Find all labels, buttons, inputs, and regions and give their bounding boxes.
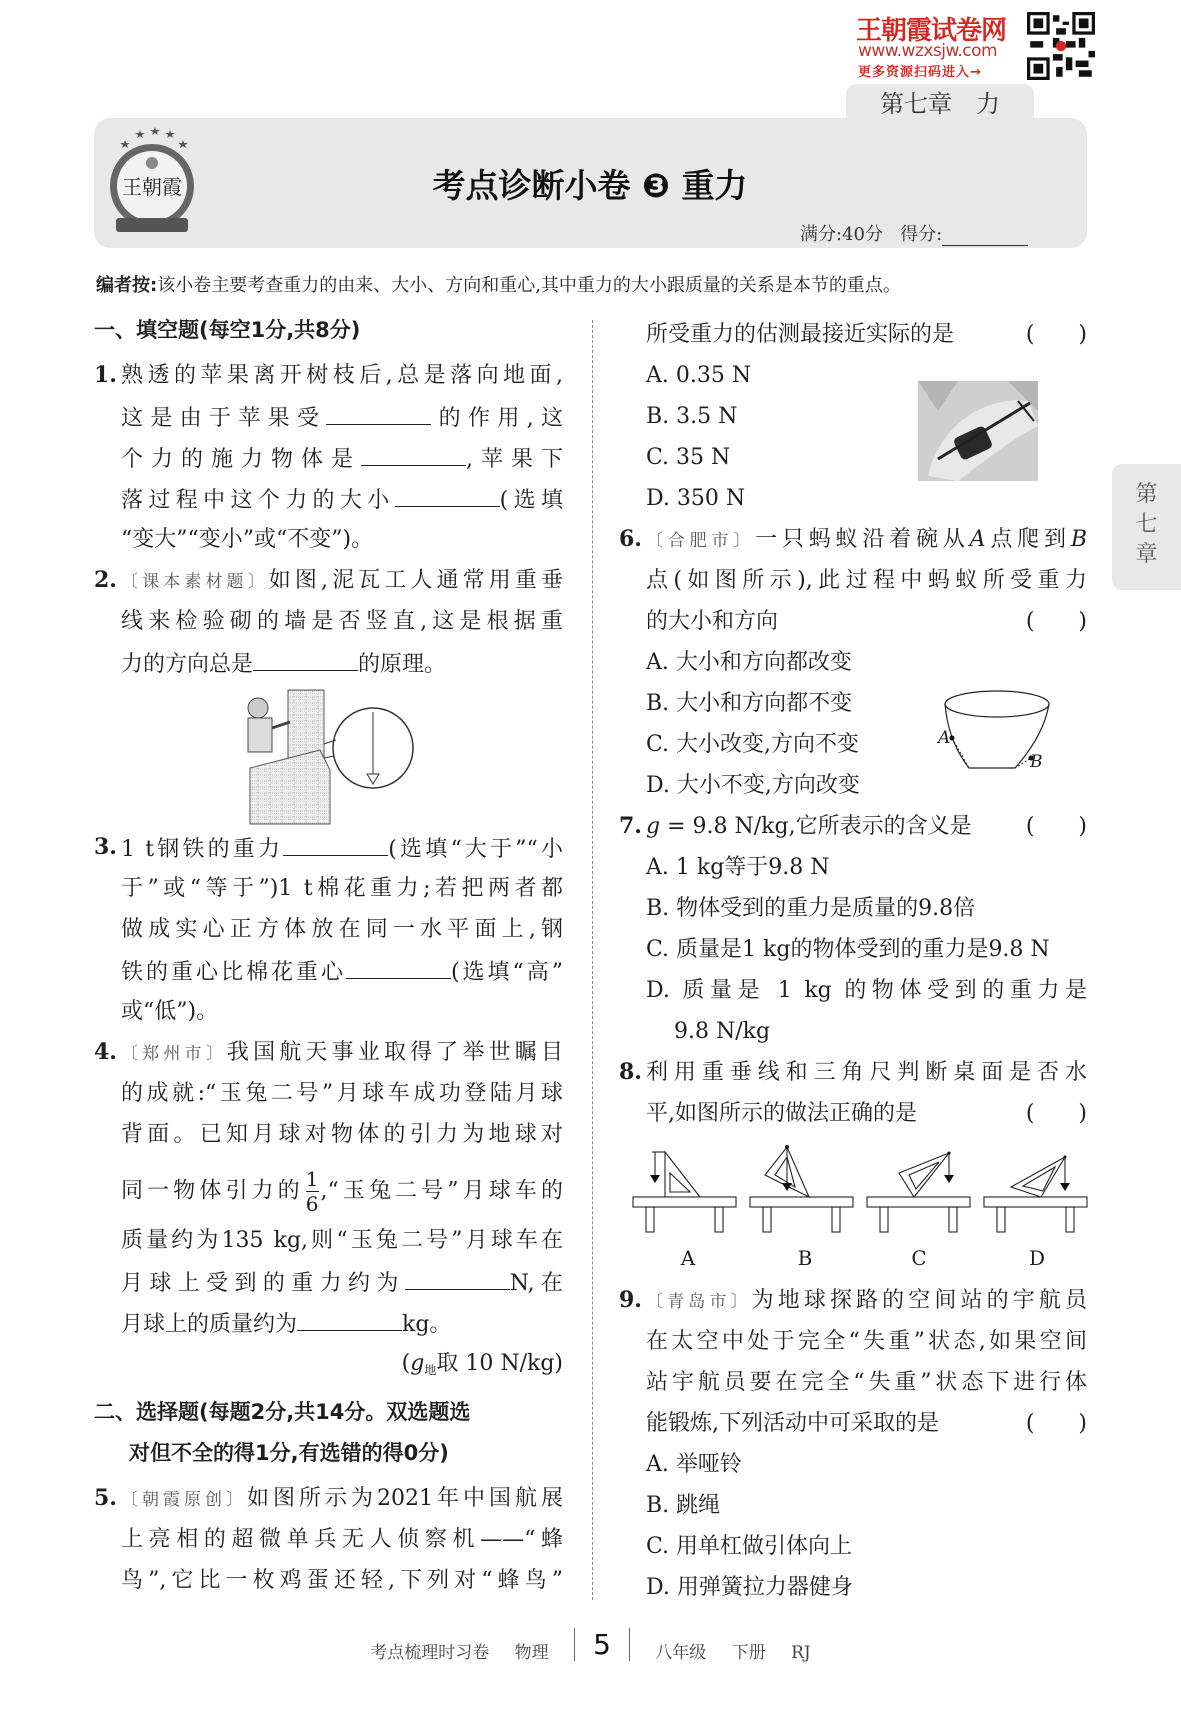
score-label: 得分:	[900, 224, 943, 245]
text-line	[619, 806, 1087, 847]
page-number: 5	[574, 1628, 630, 1661]
answer-parentheses: ( )	[1025, 609, 1087, 634]
brand-url[interactable]: www.wzxsjw.com	[858, 41, 998, 61]
source-tag: 〔郑州市〕	[121, 1044, 227, 1064]
line-text: (选填“大于”“小	[388, 837, 563, 862]
fraction-denominator: 6	[305, 1192, 319, 1216]
text-line	[121, 519, 563, 560]
question-2	[94, 560, 563, 683]
title-text: 考点诊断小卷	[432, 166, 631, 205]
option-item: A. 1 kg等于9.8 N	[646, 855, 830, 880]
option-item: C. 35 N	[646, 445, 731, 470]
question-5	[94, 1478, 563, 1601]
line-text: 如图所示为2021年中国航展	[247, 1486, 563, 1511]
question-number: 2.	[94, 567, 117, 593]
score-blank[interactable]	[942, 227, 1028, 246]
option-item: C. 用单杠做引体向上	[646, 1534, 853, 1559]
text-line	[121, 909, 563, 950]
section-heading-continued: 对但不全的得1分,有选错的得0分)	[129, 1441, 449, 1465]
title-number: ❸	[642, 166, 670, 205]
side-tab-char: 七	[1135, 512, 1158, 537]
answer-blank	[297, 1302, 402, 1331]
brand-name: 王朝霞试卷网	[856, 16, 1007, 46]
text-line	[619, 519, 1087, 560]
score-line	[800, 220, 1028, 246]
answer-blank	[361, 437, 466, 466]
question-number: 1.	[94, 362, 117, 388]
text-line	[646, 560, 1087, 601]
given-condition	[121, 1343, 563, 1384]
answer-blank	[405, 1261, 510, 1290]
text-line	[619, 1280, 1087, 1321]
svg-text:王朝霞: 王朝霞	[122, 175, 182, 199]
line-text: (	[401, 1351, 411, 1376]
answer-blank	[283, 827, 388, 856]
source-tag: 〔青岛市〕	[646, 1292, 752, 1312]
source-tag: 〔朝霞原创〕	[121, 1490, 247, 1510]
plumb-option-d-label: D	[1028, 1246, 1046, 1270]
plumb-line-options-figure	[630, 1145, 1090, 1245]
option-a-drawing	[633, 1152, 736, 1232]
line-text: 或“低”)。	[121, 999, 219, 1024]
text-line	[121, 1560, 563, 1601]
text-line	[121, 1114, 563, 1155]
side-tab-char: 章	[1135, 542, 1158, 567]
line-text: 这是由于苹果受	[121, 406, 327, 431]
text-line	[121, 950, 563, 991]
option-item: C. 大小改变,方向不变	[646, 732, 860, 757]
text-line	[121, 1519, 563, 1560]
answer-blank	[395, 478, 500, 507]
answer-parentheses: ( )	[1025, 322, 1087, 347]
text-line	[646, 314, 1087, 355]
option-item: A. 举哑铃	[646, 1452, 742, 1477]
full-score: 满分:40分	[800, 224, 883, 245]
question-7	[619, 806, 1087, 1052]
text-line	[121, 478, 563, 519]
question-number: 5.	[94, 1485, 117, 1511]
line-text: 落过程中这个力的大小	[121, 488, 395, 513]
fraction-numerator: 1	[305, 1167, 319, 1191]
question-number: 9.	[619, 1287, 642, 1313]
text-line	[121, 991, 563, 1032]
question-number: 4.	[94, 1039, 117, 1065]
question-1	[94, 355, 563, 560]
drone-photo	[918, 381, 1038, 481]
text-line	[121, 396, 563, 437]
option-item: A. 大小和方向都改变	[646, 650, 852, 675]
line-text: 如图,泥瓦工人通常用重垂	[268, 568, 563, 593]
text-line	[646, 1321, 1087, 1362]
option-d-drawing	[984, 1157, 1087, 1232]
option-item: C. 质量是1 kg的物体受到的重力是9.8 N	[646, 937, 1050, 962]
question-3	[94, 827, 563, 1032]
plumb-option-a-label: A	[680, 1246, 696, 1270]
plumb-option-c-label: C	[911, 1246, 927, 1270]
text-line	[646, 1403, 1087, 1444]
text-line	[121, 601, 563, 642]
line-text: 背面。已知月球对物体的引力为地球对	[121, 1122, 563, 1147]
question-number: 7.	[619, 813, 642, 839]
option-item: D. 350 N	[646, 486, 746, 511]
line-text: 所受重力的估测最接近实际的是	[646, 322, 955, 347]
line-text: 个力的施力物体是	[121, 447, 361, 472]
chapter-side-tab	[1112, 464, 1181, 590]
line-text: 能锻炼,下列活动中可采取的是	[646, 1411, 939, 1436]
answer-parentheses: ( )	[1025, 814, 1087, 839]
italic-symbol: B	[1070, 527, 1087, 552]
line-text: 平,如图所示的做法正确的是	[646, 1101, 917, 1126]
plumb-option-b-label: B	[797, 1246, 813, 1270]
footer-volume: 下册	[731, 1643, 766, 1663]
line-text: 月球上的质量约为	[121, 1312, 298, 1337]
text-line	[646, 601, 1087, 642]
subscript: 地	[424, 1363, 437, 1377]
answer-parentheses: ( )	[1025, 1101, 1087, 1126]
italic-symbol: A	[969, 527, 986, 552]
brand-scan-text: 更多资源扫码进入→	[858, 65, 982, 80]
page-title	[300, 160, 880, 207]
option-item: B. 物体受到的重力是质量的9.8倍	[646, 896, 976, 921]
section-heading: 二、选择题(每题2分,共14分。双选题选	[94, 1400, 471, 1424]
text-line	[121, 642, 563, 683]
footer-book: 考点梳理时习卷	[370, 1643, 490, 1663]
text-line	[121, 1167, 563, 1216]
question-4	[94, 1032, 563, 1384]
brand-seal-logo	[104, 126, 200, 246]
editor-note-label: 编者按:	[96, 275, 158, 296]
answer-parentheses: ( )	[1025, 1411, 1087, 1436]
option-b-drawing	[750, 1147, 853, 1232]
bowl-point-a-label: A	[938, 728, 951, 748]
page-footer	[0, 1628, 1181, 1665]
text-line	[121, 1302, 563, 1343]
source-tag: 〔课本素材题〕	[121, 572, 269, 592]
line-text: (选填	[499, 488, 563, 513]
italic-symbol: g	[646, 814, 661, 839]
line-text: 我国航天事业取得了举世瞩目	[226, 1040, 563, 1065]
fraction	[306, 1167, 319, 1216]
line-text: 月球上受到的重力约为	[121, 1271, 405, 1296]
line-text: 质量约为135 kg,则“玉兔二号”月球车在	[121, 1228, 563, 1253]
side-tab-char: 第	[1135, 482, 1158, 507]
text-line	[94, 355, 563, 396]
chapter-tab: 第七章 力	[846, 84, 1034, 124]
line-text: 在太空中处于完全“失重”状态,如果空间	[646, 1329, 1087, 1354]
right-column	[619, 314, 1087, 1608]
line-text: 利用重垂线和三角尺判断桌面是否水	[646, 1060, 1087, 1085]
line-text: ,苹果下	[466, 447, 563, 472]
text-line	[646, 1362, 1087, 1403]
line-text: 熟透的苹果离开树枝后,总是落向地面,	[121, 363, 563, 388]
line-text: kg。	[402, 1312, 452, 1337]
line-text: 取 10 N/kg)	[436, 1351, 563, 1376]
source-tag: 〔合肥市〕	[646, 531, 756, 551]
text-line	[619, 1052, 1087, 1093]
answer-blank	[253, 642, 358, 671]
text-line	[121, 1073, 563, 1114]
section-heading: 一、填空题(每空1分,共8分)	[94, 318, 361, 342]
option-item: A. 0.35 N	[646, 363, 752, 388]
line-text: N,在	[509, 1271, 563, 1296]
line-text: 于”或“等于”)1 t棉花重力;若把两者都	[121, 876, 563, 901]
italic-symbol: g	[410, 1351, 425, 1376]
line-text: 同一物体引力的	[121, 1178, 304, 1204]
question-number: 3.	[94, 834, 117, 860]
line-text: = 9.8 N/kg,它所表示的含义是	[660, 814, 972, 839]
question-number: 8.	[619, 1059, 642, 1085]
line-text: ,“玉兔二号”月球车的	[320, 1178, 563, 1204]
text-line	[121, 1220, 563, 1261]
question-9	[619, 1280, 1087, 1608]
line-text: 力的方向总是	[121, 652, 254, 677]
line-text: 为地球探路的空间站的宇航员	[751, 1288, 1087, 1313]
bricklayer-plumb-figure	[240, 688, 420, 824]
line-text: 1 t钢铁的重力	[121, 837, 284, 862]
line-text: 铁的重心比棉花重心	[121, 960, 346, 985]
line-text: 的成就:“玉兔二号”月球车成功登陆月球	[121, 1081, 563, 1106]
line-text: 上亮相的超微单兵无人侦察机——“蜂	[121, 1527, 563, 1552]
text-line	[94, 560, 563, 601]
footer-subject: 物理	[514, 1643, 549, 1663]
line-text: 点爬到	[985, 527, 1071, 552]
line-text: 的原理。	[358, 652, 447, 677]
column-divider	[592, 320, 593, 1600]
option-item: D. 大小不变,方向改变	[646, 773, 860, 798]
option-item: B. 跳绳	[646, 1493, 721, 1518]
option-item: D. 质量是 1 kg 的物体受到的重力是	[646, 978, 1087, 1003]
editor-note	[96, 271, 901, 297]
line-text: 点(如图所示),此过程中蚂蚁所受重力	[646, 568, 1087, 593]
footer-grade: 八年级	[655, 1643, 707, 1663]
line-text: (选填“高”	[450, 960, 563, 985]
option-item: D. 用弹簧拉力器健身	[646, 1575, 853, 1600]
text-line	[121, 1261, 563, 1302]
line-text: 的作用,这	[431, 406, 563, 431]
text-line	[94, 827, 563, 868]
text-line	[646, 1093, 1087, 1134]
text-line	[94, 1478, 563, 1519]
bowl-point-b-label: B	[1030, 752, 1043, 772]
left-column	[94, 314, 563, 1601]
line-text: “变大”“变小”或“不变”)。	[121, 527, 374, 552]
question-8	[619, 1052, 1087, 1134]
title-topic: 重力	[681, 166, 748, 205]
line-text: 的大小和方向	[646, 609, 779, 634]
option-c-drawing	[867, 1153, 970, 1232]
option-item: B. 大小和方向都不变	[646, 691, 853, 716]
option-item-continued: 9.8 N/kg	[674, 1019, 771, 1044]
line-text: 做成实心正方体放在同一水平面上,钢	[121, 917, 563, 942]
line-text: 鸟”,它比一枚鸡蛋还轻,下列对“蜂鸟”	[121, 1568, 563, 1593]
editor-note-text: 该小卷主要考查重力的由来、大小、方向和重心,其中重力的大小跟质量的关系是本节的重点。	[157, 275, 901, 296]
text-line	[121, 868, 563, 909]
answer-blank	[326, 396, 431, 425]
answer-blank	[346, 950, 451, 979]
text-line	[121, 437, 563, 478]
line-text: 一只蚂蚁沿着碗从	[755, 527, 970, 552]
line-text: 线来检验砌的墙是否竖直,这是根据重	[121, 609, 563, 634]
option-item: B. 3.5 N	[646, 404, 738, 429]
line-text: 站宇航员要在完全“失重”状态下进行体	[646, 1370, 1087, 1395]
footer-edition: RJ	[791, 1643, 811, 1663]
question-number: 6.	[619, 526, 642, 552]
qr-code-icon[interactable]	[1027, 12, 1095, 80]
text-line	[94, 1032, 563, 1073]
